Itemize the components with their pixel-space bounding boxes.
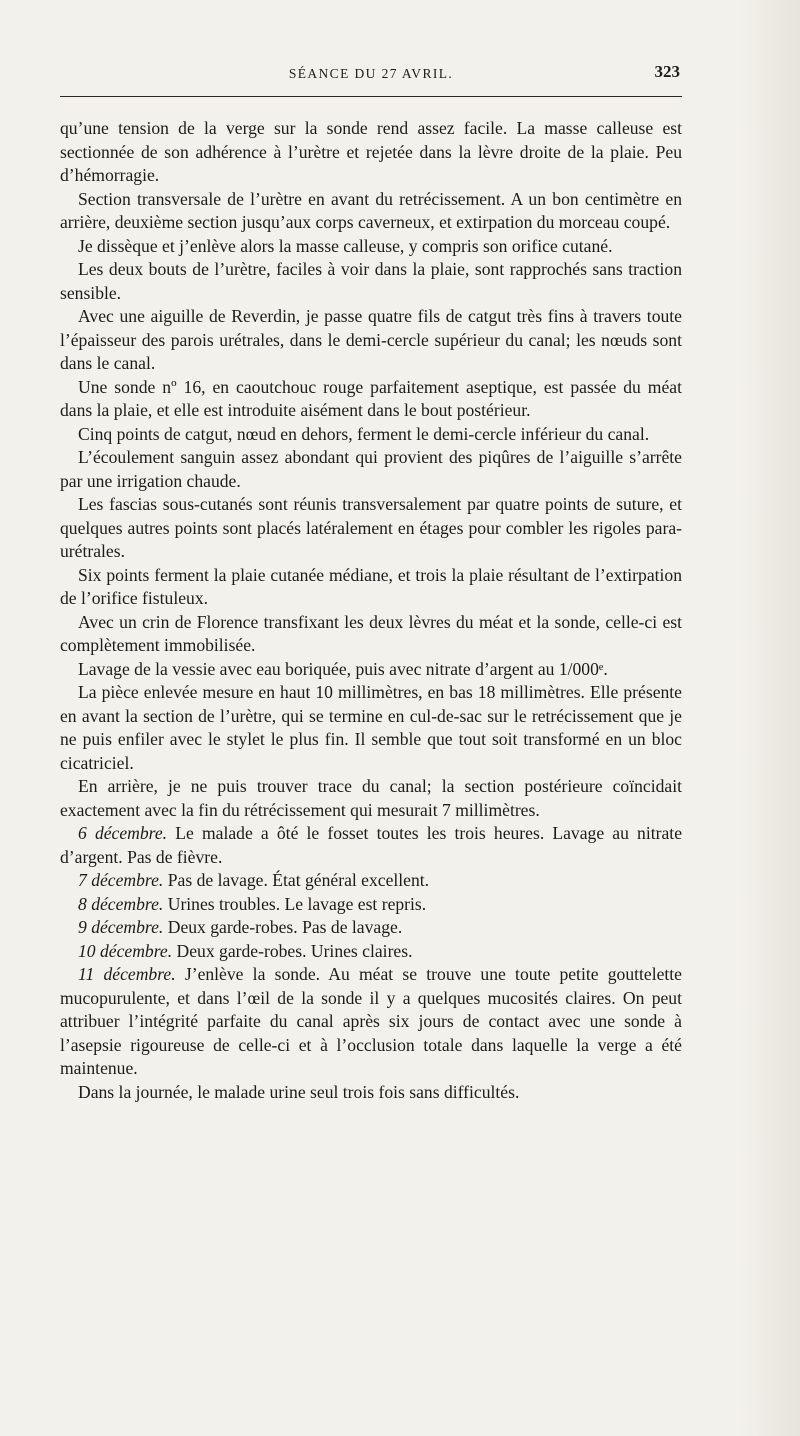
paragraph bbox=[60, 446, 682, 493]
paragraph-text: Les deux bouts de l’urètre, faciles à voir dans la plaie, sont rapprochés sans traction sensible. bbox=[60, 259, 682, 303]
paragraph-text: Avec un crin de Florence transfixant les deux lèvres du méat et la sonde, celle-ci est complètement immobilisée. bbox=[60, 611, 682, 655]
paragraph bbox=[60, 681, 682, 775]
entry-text: Deux garde-robes. Pas de lavage. bbox=[167, 917, 403, 937]
paragraph bbox=[60, 258, 682, 305]
entry-text: Deux garde-robes. Urines claires. bbox=[176, 940, 413, 961]
paragraph-text: Six points ferment la plaie cutanée médiane, et trois la plaie résultant de l’extirpation de l’orifice fistuleux. bbox=[60, 564, 682, 608]
paragraph-text: Section transversale de l’urètre en avant du retrécissement. A un bon centimètre en arrière, deuxième section jusqu’aux corps caverneux, et extirpation du morceau coupé. bbox=[60, 188, 682, 232]
paragraph bbox=[60, 376, 682, 423]
paragraph bbox=[60, 611, 682, 658]
diary-entry bbox=[60, 893, 682, 917]
paragraph bbox=[60, 423, 682, 447]
paragraph-text: Avec une aiguille de Reverdin, je passe quatre fils de catgut très fins à travers toute l’épaisseur des parois urétrales, dans le demi-cercle supérieur du canal; les nœuds sont dans le canal. bbox=[60, 306, 682, 373]
paragraph-text: Les fascias sous-cutanés sont réunis transversalement par quatre points de suture, et quelques autres points sont placés latéralement en étages pour combler les rigoles para-urétrales. bbox=[60, 494, 682, 561]
paragraph-text: Une sonde nº 16, en caoutchouc rouge parfaitement aseptique, est passée du méat dans la plaie, et elle est introduite aisément dans le bout postérieur. bbox=[60, 376, 682, 420]
diary-entry bbox=[60, 963, 682, 1081]
diary-entry bbox=[60, 940, 682, 964]
paragraph-text: Dans la journée, le malade urine seul trois fois sans difficultés. bbox=[78, 1081, 520, 1102]
paragraph-text: Je dissèque et j’enlève alors la masse calleuse, y compris son orifice cutané. bbox=[78, 235, 613, 256]
paragraph bbox=[60, 493, 682, 564]
entry-date: 7 décembre. bbox=[78, 870, 164, 890]
paragraph-text: Lavage de la vessie avec eau boriquée, puis avec nitrate d’argent au 1/000ᵉ. bbox=[78, 658, 608, 679]
entry-text: Pas de lavage. État général excellent. bbox=[167, 870, 430, 890]
entry-date: 11 décembre. bbox=[78, 964, 176, 984]
paragraph-text: En arrière, je ne puis trouver trace du canal; la section postérieure coïncidait exactement avec la fin du rétrécissement qui mesurait 7 millimètres. bbox=[60, 776, 682, 820]
paragraph bbox=[60, 117, 682, 188]
paragraph bbox=[60, 775, 682, 822]
entry-text: Urines troubles. Le lavage est repris. bbox=[167, 893, 427, 914]
paragraph bbox=[60, 658, 682, 682]
paragraph bbox=[60, 188, 682, 235]
diary-entry bbox=[60, 869, 682, 893]
paragraph bbox=[60, 305, 682, 376]
paragraph bbox=[60, 235, 682, 259]
header-rule bbox=[60, 96, 682, 97]
diary-entry bbox=[60, 916, 682, 940]
body-text bbox=[60, 117, 682, 1104]
paragraph bbox=[60, 564, 682, 611]
running-title: SÉANCE DU 27 AVRIL. bbox=[288, 66, 454, 81]
paragraph-text: qu’une tension de la verge sur la sonde rend assez facile. La masse calleuse est sectionnée de son adhérence à l’urètre et rejetée dans la lèvre droite de la plaie. Peu d’hémorragie. bbox=[60, 118, 682, 185]
entry-date: 9 décembre. bbox=[78, 917, 164, 937]
entry-date: 6 décembre. bbox=[78, 823, 168, 843]
paragraph bbox=[60, 1081, 682, 1105]
page-edge-stain bbox=[740, 0, 800, 1436]
paragraph-text: La pièce enlevée mesure en haut 10 millimètres, en bas 18 millimètres. Elle présente en avant la section de l’urètre, qui se termine en cul-de-sac sur le retrécissement que je ne puis enfiler avec le stylet le plus fin. Il semble que tout soit transformé en un bloc cicatriciel. bbox=[60, 682, 682, 773]
paragraph-text: L’écoulement sanguin assez abondant qui provient des piqûres de l’aiguille s’arrête par une irrigation chaude. bbox=[60, 447, 682, 491]
entry-text: Le malade a ôté le fosset toutes les trois heures. Lavage au nitrate d’argent. Pas de fièvre. bbox=[60, 823, 682, 867]
page-header bbox=[60, 62, 682, 88]
entry-text: J’enlève la sonde. Au méat se trouve une toute petite gouttelette mucopurulente, et dans l’œil de la sonde il y a quelques mucosités claires. On peut attribuer l’intégrité parfaite du canal après six jours de contact avec une sonde à l’asepsie rigoureuse de celle-ci et à l’occlusion totale dans laquelle la verge a été maintenue. bbox=[60, 964, 682, 1078]
diary-entry bbox=[60, 822, 682, 869]
entry-date: 10 décembre. bbox=[78, 940, 173, 961]
entry-date: 8 décembre. bbox=[78, 893, 164, 914]
page-number: 323 bbox=[654, 62, 680, 81]
paragraph-text: Cinq points de catgut, nœud en dehors, ferment le demi-cercle inférieur du canal. bbox=[78, 423, 650, 444]
